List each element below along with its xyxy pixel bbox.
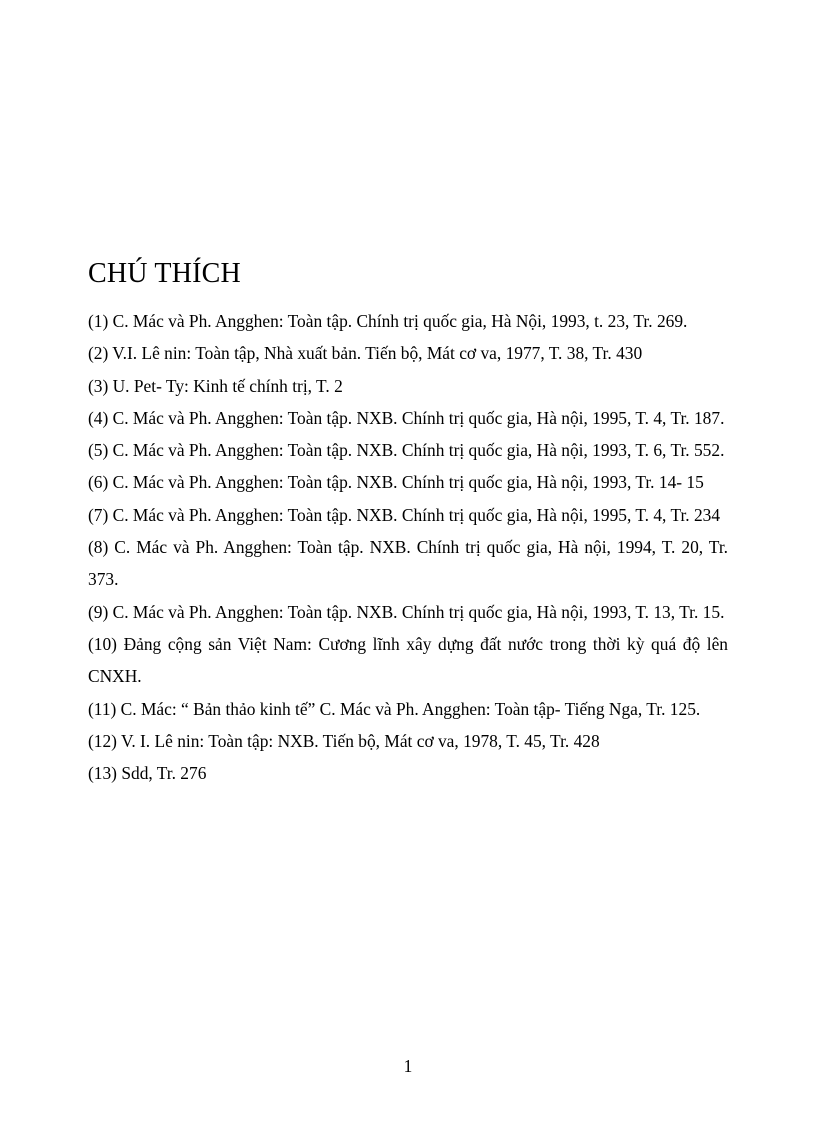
- footnote-item-12: (12) V. I. Lê nin: Toàn tập: NXB. Tiến bộ, Mát cơ va, 1978, T. 45, Tr. 428: [88, 730, 600, 751]
- footnote-item-1: (1) C. Mác và Ph. Angghen: Toàn tập. Chính trị quốc gia, Hà Nội, 1993, t. 23, Tr. 269.: [88, 311, 688, 331]
- footnote-item-3: (3) U. Pet- Ty: Kinh tế chính trị, T. 2: [88, 375, 343, 396]
- footnote-item-10: (10) Đảng cộng sản Việt Nam: Cương lĩnh xây dựng đất nước trong thời kỳ quá độ lên CNXH.: [88, 633, 728, 687]
- footnote-item-8: (8) C. Mác và Ph. Angghen: Toàn tập. NXB. Chính trị quốc gia, Hà nội, 1994, T. 20, Tr. 373.: [88, 537, 728, 590]
- page-number: 1: [403, 1056, 413, 1076]
- footnote-item-4: (4) C. Mác và Ph. Angghen: Toàn tập. NXB. Chính trị quốc gia, Hà nội, 1995, T. 4, Tr. 187.: [88, 407, 725, 428]
- footnote-item-7: (7) C. Mác và Ph. Angghen: Toàn tập. NXB. Chính trị quốc gia, Hà nội, 1995, T. 4, Tr. 234: [88, 504, 721, 525]
- footnote-item-13: (13) Sdd, Tr. 276: [88, 763, 207, 784]
- page-title: CHÚ THÍCH: [88, 258, 241, 289]
- footnote-item-11: (11) C. Mác: “ Bản thảo kinh tế” C. Mác và Ph. Angghen: Toàn tập- Tiếng Nga, Tr. 125.: [88, 698, 701, 719]
- footnote-list: [88, 305, 728, 789]
- footnote-item-5: (5) C. Mác và Ph. Angghen: Toàn tập. NXB. Chính trị quốc gia, Hà nội, 1993, T. 6, Tr. 552.: [88, 440, 725, 461]
- footnote-item-6: (6) C. Mác và Ph. Angghen: Toàn tập. NXB. Chính trị quốc gia, Hà nội, 1993, Tr. 14- 15: [88, 472, 704, 493]
- footnote-item-2: (2) V.I. Lê nin: Toàn tập, Nhà xuất bản. Tiến bộ, Mát cơ va, 1977, T. 38, Tr. 430: [88, 343, 643, 364]
- footnote-item-9: (9) C. Mác và Ph. Angghen: Toàn tập. NXB. Chính trị quốc gia, Hà nội, 1993, T. 13, Tr. 15.: [88, 601, 725, 622]
